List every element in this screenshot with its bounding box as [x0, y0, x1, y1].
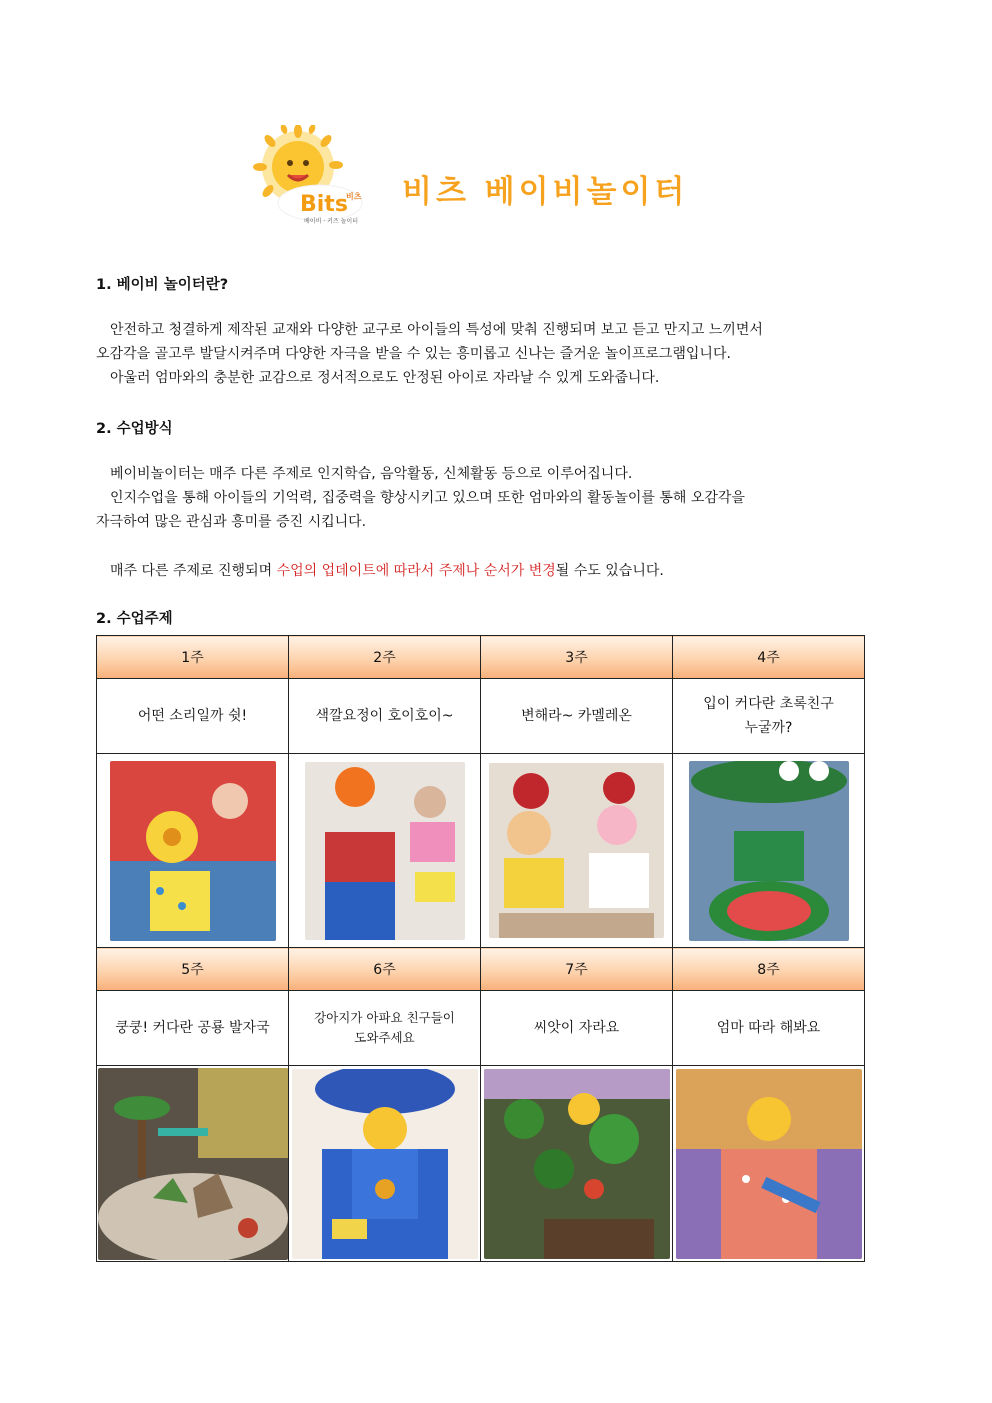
- class-photo-week1: [110, 761, 276, 941]
- week-header-row: [97, 948, 865, 991]
- photo-cell: [289, 754, 481, 948]
- photo-cell: [97, 1066, 289, 1262]
- class-photo-week3: [489, 763, 664, 938]
- paragraph-line: 아울러 엄마와의 충분한 교감으로 정서적으로도 안정된 아이로 자라날 수 있게 도와줍니다.: [110, 370, 660, 386]
- week-header: 8주: [673, 948, 865, 991]
- week-header: 2주: [289, 636, 481, 679]
- photo-cell: [481, 1066, 673, 1262]
- svg-text:비츠: 비츠: [346, 192, 362, 201]
- page-title: 비츠 베이비놀이터: [402, 174, 689, 210]
- class-photo-week4: [689, 761, 849, 941]
- photo-row: [97, 1066, 865, 1262]
- class-photo-week5: [98, 1068, 288, 1260]
- photo-row: [97, 754, 865, 948]
- section-heading-about: 1. 베이비 놀이터란?: [96, 277, 229, 293]
- paragraph-line: 자극하여 많은 관심과 흥미를 증진 시킵니다.: [96, 514, 367, 530]
- week-header: 6주: [289, 948, 481, 991]
- topic-cell: 색깔요정이 호이호이~: [289, 679, 481, 754]
- photo-cell: [673, 754, 865, 948]
- topic-cell: 씨앗이 자라요: [481, 991, 673, 1066]
- topics-table: [96, 635, 865, 1262]
- section-heading-topics: 2. 수업주제: [96, 611, 173, 627]
- photo-cell: [673, 1066, 865, 1262]
- section-heading-method: 2. 수업방식: [96, 421, 173, 437]
- photo-cell: [481, 754, 673, 948]
- topic-cell: 어떤 소리일까 쉿!: [97, 679, 289, 754]
- topic-cell: 강아지가 아파요 친구들이 도와주세요: [289, 991, 481, 1066]
- class-photo-week7: [484, 1069, 670, 1259]
- paragraph-line: 인지수업을 통해 아이들의 기억력, 집중력을 향상시키고 있으며 또한 엄마와의 활동놀이를 통해 오감각을: [110, 490, 745, 506]
- topic-row: [97, 991, 865, 1066]
- change-notice: 매주 다른 주제로 진행되며 수업의 업데이트에 따라서 주제나 순서가 변경될 수도 있습니다.: [110, 563, 664, 579]
- svg-text:베이비 · 키즈 놀이터: 베이비 · 키즈 놀이터: [304, 218, 358, 225]
- week-header: 7주: [481, 948, 673, 991]
- week-header-row: [97, 636, 865, 679]
- topic-cell: 쿵쿵! 커다란 공룡 발자국: [97, 991, 289, 1066]
- paragraph-line: 베이비놀이터는 매주 다른 주제로 인지학습, 음악활동, 신체활동 등으로 이루어집니다.: [110, 466, 633, 482]
- class-photo-week8: [676, 1069, 862, 1259]
- topic-cell: 엄마 따라 해봐요: [673, 991, 865, 1066]
- section-about-body: [96, 318, 886, 390]
- week-header: 3주: [481, 636, 673, 679]
- logo-wordmark: Bits: [300, 192, 348, 217]
- class-photo-week6: [292, 1069, 478, 1259]
- class-photo-week2: [305, 762, 465, 940]
- paragraph-line: 안전하고 청결하게 제작된 교재와 다양한 교구로 아이들의 특성에 맞춰 진행되며 보고 듣고 만지고 느끼면서: [110, 322, 763, 338]
- topic-row: [97, 679, 865, 754]
- section-method-body: [96, 462, 886, 534]
- topic-cell: 입이 커다란 초록친구 누굴까?: [673, 679, 865, 754]
- bits-logo: [250, 125, 385, 230]
- paragraph-line: 오감각을 골고루 발달시켜주며 다양한 자극을 받을 수 있는 흥미롭고 신나는 즐거운 놀이프로그램입니다.: [96, 346, 731, 362]
- photo-cell: [97, 754, 289, 948]
- week-header: 1주: [97, 636, 289, 679]
- topic-cell: 변해라~ 카멜레온: [481, 679, 673, 754]
- highlight-text: 수업의 업데이트에 따라서 주제나 순서가 변경: [276, 563, 556, 579]
- week-header: 4주: [673, 636, 865, 679]
- photo-cell: [289, 1066, 481, 1262]
- week-header: 5주: [97, 948, 289, 991]
